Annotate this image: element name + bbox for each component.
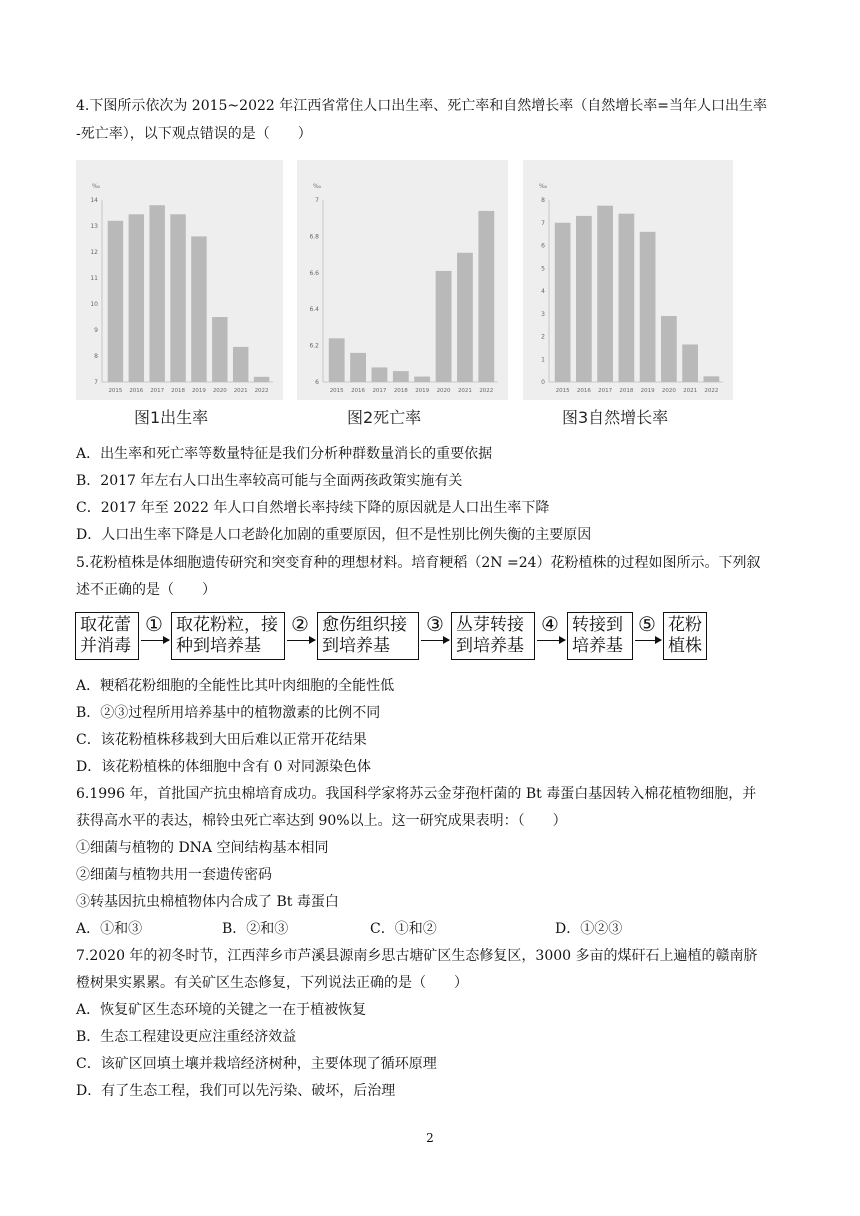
- bar-2020: [661, 316, 677, 382]
- q4-option-c: C．2017 年至 2022 年人口自然增长率持续下降的原因就是人口出生率下降: [76, 500, 550, 516]
- y-tick-label: 6.2: [309, 342, 319, 350]
- x-tick-label: 2022: [704, 388, 719, 394]
- y-tick-label: 0: [541, 379, 545, 386]
- x-tick-label: 2019: [415, 388, 430, 394]
- caption-chart3: 图3自然增长率: [562, 408, 669, 427]
- bar-2016: [129, 214, 144, 382]
- bar-2021: [682, 344, 698, 382]
- y-tick-label: 5: [541, 265, 545, 273]
- y-tick-label: 11: [90, 275, 98, 282]
- flow-arrow-4: [537, 640, 565, 641]
- x-tick-label: 2018: [393, 388, 408, 394]
- bar-2021: [233, 347, 248, 382]
- flow-step-3: ③: [426, 612, 444, 636]
- x-tick-label: 2017: [598, 388, 613, 394]
- x-tick-label: 2019: [191, 388, 206, 394]
- x-tick-label: 2020: [212, 388, 227, 394]
- caption-chart1: 图1出生率: [134, 408, 209, 427]
- q7-stem-line2: 橙树果实累累。有关矿区生态修复，下列说法正确的是（ ）: [76, 975, 468, 991]
- bar-2019: [414, 377, 430, 382]
- bar-2018: [170, 214, 185, 382]
- flow-box-4: 丛芽转接 到培养基: [451, 612, 535, 660]
- caption-chart2: 图2死亡率: [347, 408, 422, 427]
- y-tick-label: 10: [90, 301, 98, 308]
- bar-2015: [555, 223, 571, 382]
- q4-option-a: A．出生率和死亡率等数量特征是我们分析种群数量消长的重要依据: [76, 446, 493, 462]
- bar-2016: [350, 353, 366, 382]
- chart-natural-growth-svg: [523, 160, 733, 400]
- y-tick-label: 6.4: [309, 306, 319, 314]
- x-tick-label: 2015: [329, 388, 344, 394]
- flow-arrow-5: [635, 640, 661, 641]
- q6-stem-line2: 获得高水平的表达，棉铃虫死亡率达到 90%以上。这一研究成果表明：（ ）: [76, 813, 567, 829]
- bar-2020: [212, 317, 227, 382]
- x-tick-label: 2022: [479, 388, 494, 394]
- y-tick-label: 6.6: [309, 269, 319, 277]
- bar-2017: [372, 367, 388, 382]
- q7-stem-line1: 7.2020 年的初冬时节，江西萍乡市芦溪县源南乡思古塘矿区生态修复区，3000 多亩的煤矸石上遍植的赣南脐: [76, 948, 758, 964]
- flow-arrow-2: [287, 640, 315, 641]
- flow-step-4: ④: [541, 612, 559, 636]
- x-tick-label: 2020: [436, 388, 451, 394]
- q6-option-b: B．②和③: [222, 921, 289, 937]
- x-tick-label: 2018: [619, 388, 634, 394]
- x-tick-label: 2016: [129, 388, 144, 394]
- q6-option-d: D．①②③: [555, 921, 623, 937]
- y-tick-label: 6: [315, 379, 319, 386]
- chart-birth-rate-svg: [76, 160, 283, 400]
- q5-stem-line2: 述不正确的是（ ）: [76, 582, 216, 598]
- y-tick-label: 14: [90, 197, 98, 204]
- flow-box-3: 愈伤组织接 到培养基: [317, 612, 419, 660]
- y-tick-label: 2: [541, 333, 545, 341]
- bar-2018: [393, 371, 409, 382]
- q5-option-d: D．该花粉植株的体细胞中含有 0 对同源染色体: [76, 759, 372, 775]
- y-unit-label: ‰: [313, 183, 322, 190]
- q5-option-b: B．②③过程所用培养基中的植物激素的比例不同: [76, 705, 381, 721]
- q7-option-b: B．生态工程建设更应注重经济效益: [76, 1029, 297, 1045]
- bar-2019: [640, 232, 656, 382]
- page-number: 2: [426, 1131, 434, 1145]
- chart-death-rate-svg: [297, 160, 508, 400]
- x-tick-label: 2022: [254, 388, 269, 394]
- q6-option-c: C．①和②: [370, 921, 437, 937]
- y-tick-label: 3: [541, 310, 545, 318]
- y-tick-label: 8: [541, 197, 545, 204]
- flow-arrow-1: [141, 640, 169, 641]
- x-tick-label: 2021: [457, 388, 472, 394]
- q5-option-c: C．该花粉植株移栽到大田后难以正常开花结果: [76, 732, 367, 748]
- flow-step-1: ①: [145, 612, 163, 636]
- x-tick-label: 2015: [555, 388, 570, 394]
- y-tick-label: 13: [90, 223, 98, 230]
- y-tick-label: 6: [541, 242, 545, 250]
- q4-stem-line2: -死亡率），以下观点错误的是（ ）: [76, 126, 312, 142]
- y-tick-label: 8: [94, 353, 98, 360]
- q7-option-c: C．该矿区回填土壤并栽培经济树种，主要体现了循环原理: [76, 1056, 437, 1072]
- chart-death-rate: [297, 160, 508, 400]
- bar-2015: [108, 221, 123, 382]
- bar-2022: [704, 376, 720, 382]
- y-unit-label: ‰: [92, 183, 101, 190]
- flow-box-2: 取花粉粒，接 种到培养基: [171, 612, 285, 660]
- y-tick-label: 9: [94, 327, 98, 334]
- q4-stem-line1: 4.下图所示依次为 2015~2022 年江西省常住人口出生率、死亡率和自然增长率（自然增长率=当年人口出生率: [76, 98, 767, 114]
- x-tick-label: 2019: [640, 388, 655, 394]
- flow-step-5: ⑤: [638, 612, 656, 636]
- x-tick-label: 2017: [150, 388, 165, 394]
- x-tick-label: 2020: [661, 388, 676, 394]
- flow-step-2: ②: [291, 612, 309, 636]
- q7-option-d: D．有了生态工程，我们可以先污染、破坏，后治理: [76, 1083, 396, 1099]
- y-tick-label: 7: [315, 197, 319, 204]
- bar-2021: [457, 253, 473, 382]
- x-tick-label: 2015: [108, 388, 123, 394]
- y-tick-label: 7: [94, 379, 98, 386]
- bar-2017: [149, 205, 164, 382]
- q5-option-a: A．粳稻花粉细胞的全能性比其叶肉细胞的全能性低: [76, 678, 395, 694]
- bar-2015: [329, 338, 345, 382]
- q4-option-b: B．2017 年左右人口出生率较高可能与全面两孩政策实施有关: [76, 473, 463, 489]
- q7-option-a: A．恢复矿区生态环境的关键之一在于植被恢复: [76, 1002, 367, 1018]
- chart-natural-growth: [523, 160, 733, 400]
- x-tick-label: 2021: [683, 388, 698, 394]
- x-tick-label: 2021: [233, 388, 248, 394]
- y-tick-label: 6.8: [309, 233, 319, 241]
- flow-box-1: 取花蕾 并消毒: [75, 612, 139, 660]
- x-tick-label: 2016: [351, 388, 366, 394]
- y-tick-label: 12: [90, 249, 98, 256]
- bar-2016: [576, 216, 592, 382]
- q6-statement-2: ②细菌与植物共用一套遗传密码: [76, 867, 272, 883]
- bar-2022: [254, 377, 269, 382]
- q6-statement-3: ③转基因抗虫棉植物体内合成了 Bt 毒蛋白: [76, 894, 339, 910]
- y-tick-label: 7: [541, 219, 545, 227]
- q6-option-a: A．①和③: [76, 921, 143, 937]
- x-tick-label: 2016: [576, 388, 591, 394]
- q6-stem-line1: 6.1996 年，首批国产抗虫棉培育成功。我国科学家将苏云金芽孢杆菌的 Bt 毒蛋白基因转入棉花植物细胞，并: [76, 786, 757, 802]
- bar-2018: [619, 214, 635, 382]
- y-tick-label: 4: [541, 288, 545, 295]
- bar-2019: [191, 236, 206, 382]
- flow-arrow-3: [421, 640, 449, 641]
- flow-box-5: 转接到 培养基: [567, 612, 633, 660]
- y-unit-label: ‰: [539, 183, 548, 190]
- q4-option-d: D．人口出生率下降是人口老龄化加剧的重要原因，但不是性别比例失衡的主要原因: [76, 527, 592, 543]
- q6-statement-1: ①细菌与植物的 DNA 空间结构基本相同: [76, 840, 329, 856]
- flow-box-6: 花粉 植株: [663, 612, 707, 660]
- x-tick-label: 2018: [171, 388, 186, 394]
- bar-2020: [436, 271, 452, 382]
- chart-birth-rate: [76, 160, 283, 400]
- bar-2017: [597, 206, 613, 382]
- y-tick-label: 1: [541, 356, 545, 364]
- x-tick-label: 2017: [372, 388, 387, 394]
- q5-stem-line1: 5.花粉植株是体细胞遗传研究和突变育种的理想材料。培育粳稻（2N =24）花粉植株的过程如图所示。下列叙: [76, 555, 761, 571]
- bar-2022: [478, 211, 494, 382]
